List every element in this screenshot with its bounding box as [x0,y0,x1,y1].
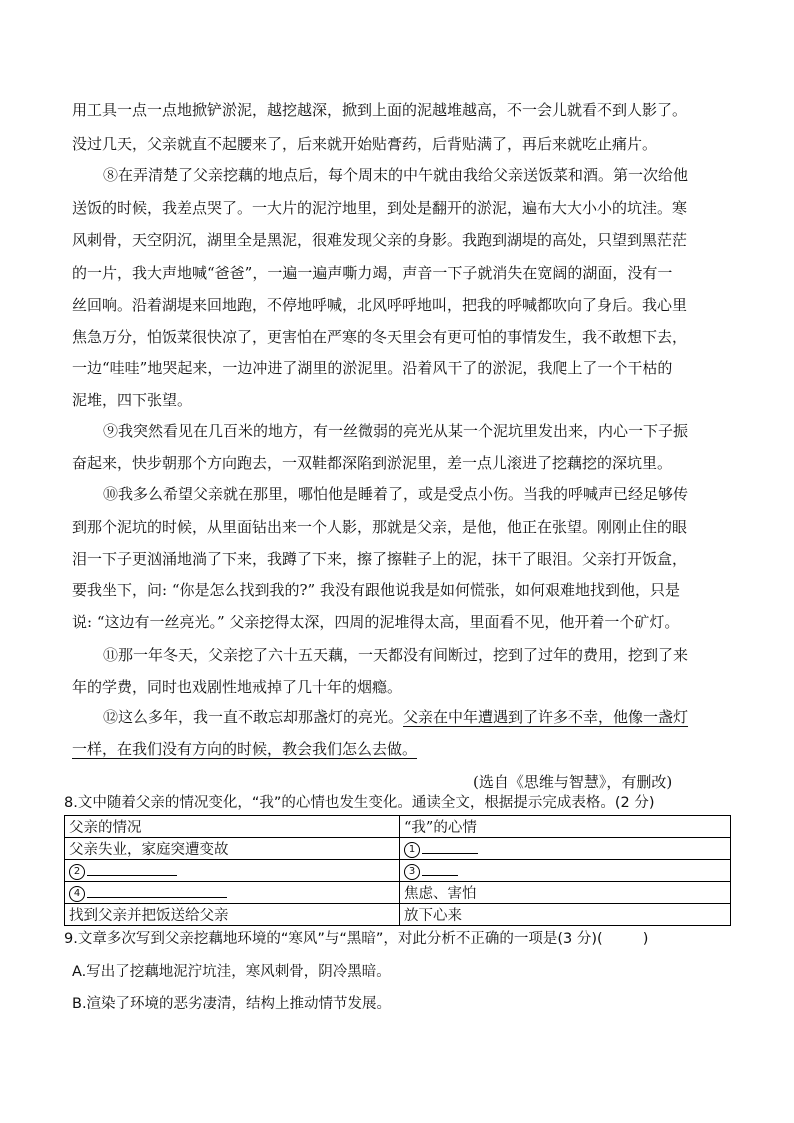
underlined-sentence: 一样，在我们没有方向的时候，教会我们怎么去做。 [72,740,418,758]
passage-line: ⑨我突然看见在几百米的地方，有一丝微弱的亮光从某一个泥坑里发出来，内心一下子振 [103,422,689,440]
passage-line: 到那个泥坑的时候，从里面钻出来一个人影，那就是父亲，是他，他正在张望。刚刚止住的眼 [72,518,688,536]
table-row [65,904,731,926]
source-citation: (选自《思维与智慧》，有删改) [473,773,673,791]
passage-line: 年的学费，同时也戏剧性地戒掉了几十年的烟瘾。 [72,678,403,696]
question-9-text: 9.文章多次写到父亲挖藕地环境的“寒风”与“黑暗”，对此分析不正确的一项是(3 分)( [64,931,603,947]
passage-line: 泪一下子更汹涌地淌了下来，我蹲了下来，擦了擦鞋子上的泥，抹干了眼泪。父亲打开饭盒， [72,550,688,568]
option-b[interactable]: B.渲染了环境的恶劣凄清，结构上推动情节发展。 [72,996,392,1012]
table-row [65,838,731,860]
last-paragraph-plain: ⑫这么多年，我一直不敢忘却那盏灯的亮光。 [103,708,404,726]
answer-paren-close: ) [642,931,649,947]
question-8-prompt: 8.文中随着父亲的情况变化，“我”的心情也发生变化。通读全文，根据提示完成表格。(2 分) [64,795,655,811]
answer-blank-cell[interactable] [400,860,731,882]
passage-last-paragraph-line [103,710,688,725]
blank-number: 3 [404,864,420,880]
blank-number: 4 [69,886,85,902]
passage-line: 用工具一点一点地掀铲淤泥，越挖越深，掀到上面的泥越堆越高，不一会儿就看不到人影了。 [72,101,688,119]
passage-line: 奋起来，快步朝那个方向跑去，一双鞋都深陷到淤泥里，差一点儿滚进了挖藕挖的深坑里。 [72,454,673,472]
answer-blank-cell[interactable] [400,838,731,860]
mood-table [64,815,731,926]
answer-blank[interactable] [422,862,458,876]
table-cell: 放下心来 [400,904,731,926]
blank-number: 1 [404,842,420,858]
passage-line: 的一片，我大声地喊“爸爸”，一遍一遍声嘶力竭，声音一下子就消失在宽阔的湖面，没有一 [72,264,673,282]
table-row [65,860,731,882]
answer-blank-cell[interactable] [65,882,400,904]
underlined-sentence: 父亲在中年遭遇到了许多不幸，他像一盏灯 [403,708,689,726]
passage-line: 泥堆，四下张望。 [72,391,193,409]
table-row [65,882,731,904]
answer-blank[interactable] [422,840,478,854]
passage-line: 风刺骨，天空阴沉，湖里全是黑泥，很难发现父亲的身影。我跑到湖堤的高处，只望到黑茫茫 [72,231,688,249]
blank-number: 2 [69,864,85,880]
passage-line: 要我坐下，问: “你是怎么找到我的?” 我没有跟他说我是如何慌张，如何艰难地找到他，只是 [72,581,680,599]
header-cell-my-mood: “我”的心情 [400,816,731,838]
passage-line: 一边“哇哇”地哭起来，一边冲进了湖里的淤泥里。沿着风干了的淤泥，我爬上了一个干枯的 [72,359,673,377]
answer-blank[interactable] [87,884,227,898]
table-cell: 父亲失业，家庭突遭变故 [65,838,400,860]
answer-blank-cell[interactable] [65,860,400,882]
passage-line: 焦急万分，怕饭菜很快凉了，更害怕在严寒的冬天里会有更可怕的事情发生，我不敢想下去， [72,328,688,346]
option-a[interactable]: A.写出了挖藕地泥泞坑洼，寒风刺骨，阴冷黑暗。 [72,964,391,980]
header-cell-father: 父亲的情况 [65,816,400,838]
passage-line: 说: “这边有一丝亮光。” 父亲挖得太深，四周的泥堆得太高，里面看不见，他开着一个矿灯。 [72,613,680,631]
passage-line: 丝回响。沿着湖堤来回地跑，不停地呼喊，北风呼呼地叫，把我的呼喊都吹向了身后。我心里 [72,296,688,314]
table-cell: 焦虑、害怕 [400,882,731,904]
passage-line: 送饭的时候，我差点哭了。一大片的泥泞地里，到处是翻开的淤泥，遍布大大小小的坑洼。寒 [72,199,688,217]
passage-line: ⑪那一年冬天，父亲挖了六十五天藕，一天都没有间断过，挖到了过年的费用，挖到了来 [103,646,689,664]
passage-line: ⑩我多么希望父亲就在那里，哪怕他是睡着了，或是受点小伤。当我的呼喊声已经足够传 [103,485,689,503]
table-header-row [65,816,731,838]
table-cell: 找到父亲并把饭送给父亲 [65,904,400,926]
passage-line: ⑧在弄清楚了父亲挖藕的地点后，每个周末的中午就由我给父亲送饭菜和酒。第一次给他 [103,166,689,184]
passage-line: 没过几天，父亲就直不起腰来了，后来就开始贴膏药，后背贴满了，再后来就吃止痛片。 [72,135,658,153]
answer-blank[interactable] [87,862,177,876]
question-9-prompt [64,932,648,947]
